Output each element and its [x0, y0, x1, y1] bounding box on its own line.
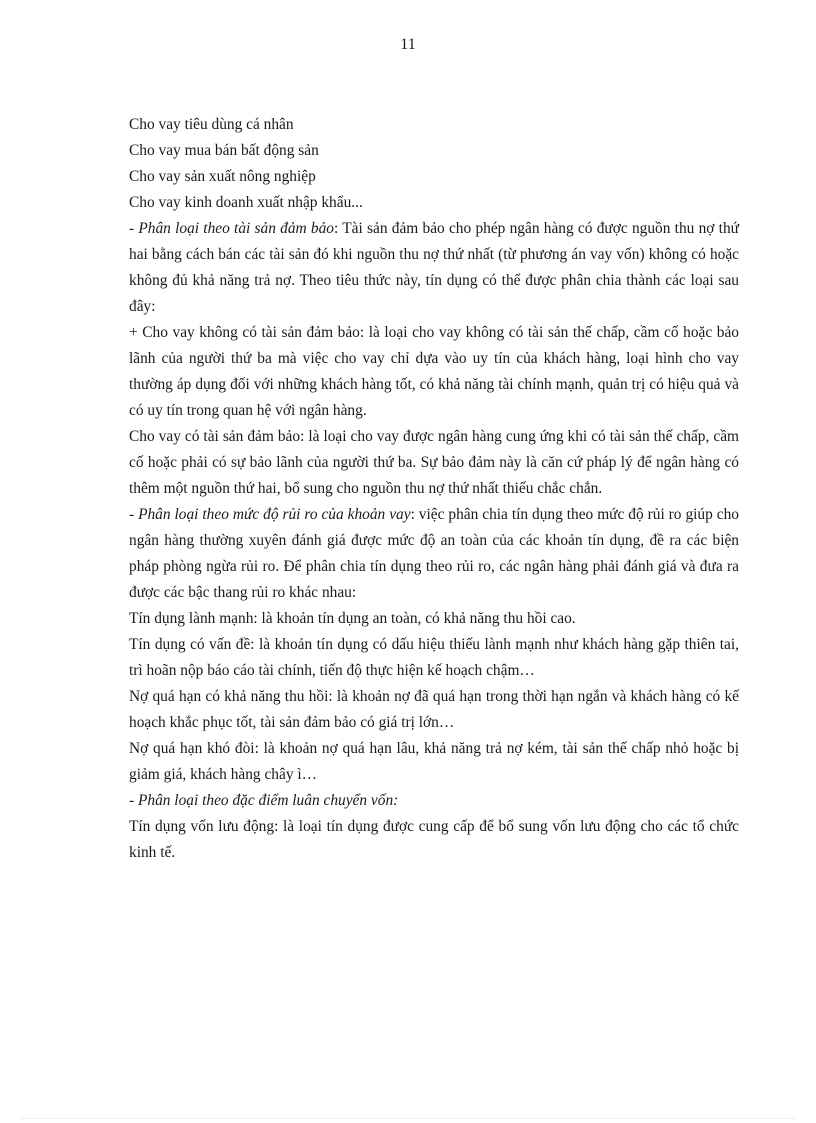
dash-marker: - — [129, 506, 139, 523]
heading-collateral: Phân loại theo tài sản đảm bảo — [138, 220, 334, 237]
paragraph-overdue-recoverable: Nợ quá hạn có khả năng thu hồi: là khoản nợ đã quá hạn trong thời hạn ngắn và khách hàng có kế hoạch khắc phục tốt, tài sản đảm bảo có giá trị lớn… — [129, 688, 739, 731]
paragraph-collateral-classification — [129, 216, 739, 320]
paragraph-healthy-credit: Tín dụng lành mạnh: là khoản tín dụng an toàn, có khả năng thu hồi cao. — [129, 610, 576, 627]
list-item-agriculture-loan: Cho vay sản xuất nông nghiệp — [129, 168, 316, 185]
heading-circulation — [129, 788, 739, 814]
dash-marker: - — [129, 220, 139, 237]
collateral-text: : Tài sản đảm bảo cho phép ngân hàng có được nguồn thu nợ thứ hai bằng cách bán các tài sản đó khi nguồn thu nợ thứ nhất (từ phương án vay vốn) không có hoặc không đủ khả năng trả nợ. Theo tiêu thức này, tín dụng có thể được phân chia thành các loại sau đây: — [129, 220, 739, 315]
page-bottom-divider — [20, 1118, 796, 1119]
list-item-real-estate-loan: Cho vay mua bán bất động sản — [129, 142, 319, 159]
heading-circulation-text: - Phân loại theo đặc điểm luân chuyển vốn: — [129, 792, 399, 809]
heading-risk: Phân loại theo mức độ rủi ro của khoản vay — [138, 506, 411, 523]
paragraph-risk-classification — [129, 502, 739, 606]
paragraph-unsecured-loan: + Cho vay không có tài sản đảm bảo: là loại cho vay không có tài sản thế chấp, cầm cố hoặc bảo lãnh của người thứ ba mà việc cho vay chỉ dựa vào uy tín của khách hàng, loại hình cho vay thường áp dụng đối với những khách hàng tốt, có khả năng tài chính mạnh, quản trị có hiệu quả và có uy tín trong quan hệ với ngân hàng. — [129, 324, 739, 419]
list-item-import-export-loan: Cho vay kinh doanh xuất nhập khẩu... — [129, 194, 363, 211]
paragraph-secured-loan: Cho vay có tài sản đảm bảo: là loại cho vay được ngân hàng cung ứng khi có tài sản thế chấp, cầm cố hoặc phải có sự bảo lãnh của người thứ ba. Sự bảo đảm này là căn cứ pháp lý để ngân hàng có thêm một nguồn thứ hai, bổ sung cho nguồn thu nợ thứ nhất thiếu chắc chắn. — [129, 428, 739, 497]
risk-text: : việc phân chia tín dụng theo mức độ rủi ro giúp cho ngân hàng thường xuyên đánh giá được mức độ an toàn của các khoản tín dụng, đề ra các biện pháp phòng ngừa rủi ro. Để phân chia tín dụng theo rủi ro, các ngân hàng phải đánh giá và đưa ra được các bậc thang rủi ro khác nhau: — [129, 506, 739, 601]
paragraph-overdue-bad-debt: Nợ quá hạn khó đòi: là khoản nợ quá hạn lâu, khả năng trả nợ kém, tài sản thế chấp nhỏ hoặc bị giảm giá, khách hàng chây ì… — [129, 740, 739, 783]
document-body — [129, 112, 739, 866]
paragraph-problem-credit: Tín dụng có vấn đề: là khoản tín dụng có dấu hiệu thiếu lành mạnh như khách hàng gặp thiên tai, trì hoãn nộp báo cáo tài chính, tiến độ thực hiện kế hoạch chậm… — [129, 636, 739, 679]
page-number: 11 — [400, 36, 416, 53]
paragraph-working-capital: Tín dụng vốn lưu động: là loại tín dụng được cung cấp để bổ sung vốn lưu động cho các tổ chức kinh tế. — [129, 818, 739, 861]
list-item-consumer-loan: Cho vay tiêu dùng cá nhân — [129, 116, 294, 133]
